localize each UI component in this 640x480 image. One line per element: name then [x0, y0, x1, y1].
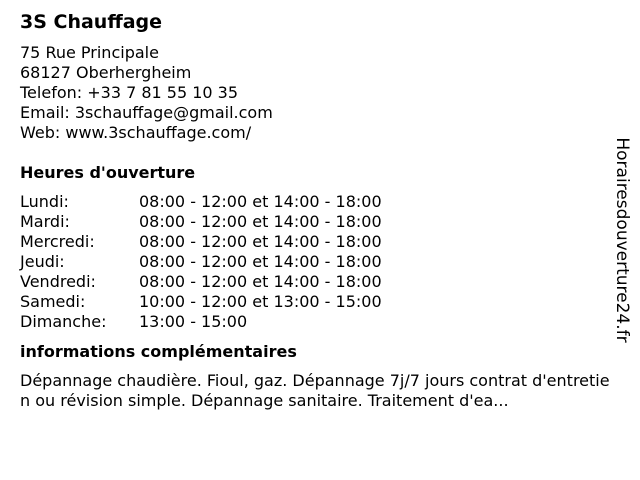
hours-row-sunday	[20, 312, 610, 332]
additional-info-title: informations complémentaires	[20, 342, 297, 361]
hours-day: Dimanche:	[20, 312, 107, 331]
hours-day: Vendredi:	[20, 272, 96, 291]
business-card	[20, 10, 610, 411]
hours-day: Samedi:	[20, 292, 86, 311]
site-watermark: Horairesdouverture24.fr	[612, 137, 632, 343]
hours-row-monday	[20, 192, 610, 212]
hours-time: 08:00 - 12:00 et 14:00 - 18:00	[139, 232, 382, 251]
hours-time: 08:00 - 12:00 et 14:00 - 18:00	[139, 252, 382, 271]
opening-hours-table	[20, 192, 610, 332]
hours-row-saturday	[20, 292, 610, 312]
business-name: 3S Chauffage	[20, 11, 163, 33]
hours-day: Mardi:	[20, 212, 70, 231]
phone-number: Telefon: +33 7 81 55 10 35	[20, 83, 239, 102]
hours-row-thursday	[20, 252, 610, 272]
hours-row-wednesday	[20, 232, 610, 252]
address-city: 68127 Oberhergheim	[20, 63, 192, 82]
address-street: 75 Rue Principale	[20, 43, 159, 62]
website-url: Web: www.3schauffage.com/	[20, 123, 252, 142]
opening-hours-title: Heures d'ouverture	[20, 163, 196, 182]
email-address: Email: 3schauffage@gmail.com	[20, 103, 273, 122]
hours-day: Mercredi:	[20, 232, 95, 251]
hours-row-tuesday	[20, 212, 610, 232]
additional-info-description: Dépannage chaudière. Fioul, gaz. Dépannage 7j/7 jours contrat d'entretien ou révision simple. Dépannage sanitaire. Traitement d'ea...	[20, 371, 610, 410]
hours-day: Lundi:	[20, 192, 69, 211]
hours-time: 13:00 - 15:00	[139, 312, 248, 331]
hours-time: 08:00 - 12:00 et 14:00 - 18:00	[139, 272, 382, 291]
hours-time: 10:00 - 12:00 et 13:00 - 15:00	[139, 292, 382, 311]
hours-row-friday	[20, 272, 610, 292]
hours-day: Jeudi:	[20, 252, 65, 271]
hours-time: 08:00 - 12:00 et 14:00 - 18:00	[139, 212, 382, 231]
hours-time: 08:00 - 12:00 et 14:00 - 18:00	[139, 192, 382, 211]
